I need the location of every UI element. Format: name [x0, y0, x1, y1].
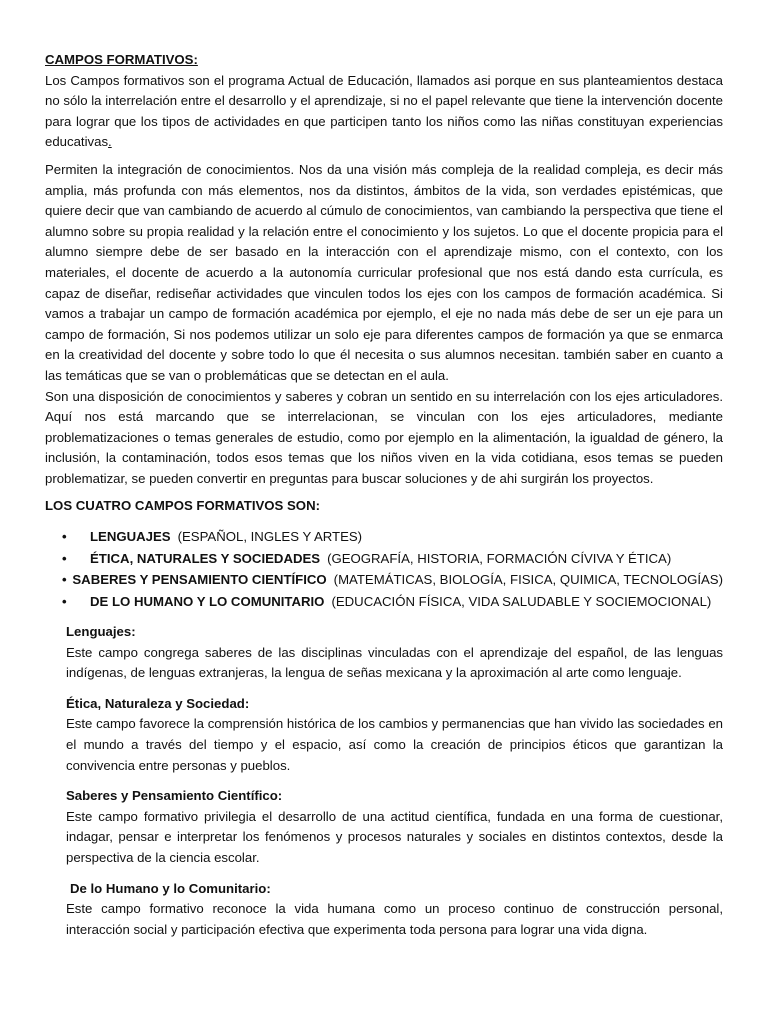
list-item	[62, 526, 723, 548]
section-title: Lenguajes:	[66, 624, 136, 640]
campos-list	[45, 526, 723, 612]
campo-name: SABERES Y PENSAMIENTO CIENTÍFICO	[72, 572, 327, 588]
document-title: CAMPOS FORMATIVOS:	[45, 52, 198, 67]
list-item	[62, 569, 723, 591]
section-etica	[45, 694, 723, 776]
interrelation-paragraph: Son una disposición de conocimientos y saberes y cobran un sentido en su interrelación con los ejes articuladores. Aquí nos está marcando que se interrelacionan, se vinculan con los ejes articuladores, mediante problematizaciones o temas generales de estudio, como por ejemplo en la alimentación, la igualdad de género, la inclusión, la contaminación, todos esos temas que los niños viven en la vida cotidiana, esos temas se pueden problematizar, se pueden convertir en preguntas para buscar soluciones y de ahi surgirán los proyectos.	[45, 388, 723, 486]
bullet-icon: •	[62, 572, 67, 588]
section-title: Ética, Naturaleza y Sociedad:	[66, 695, 250, 711]
section-saberes	[45, 786, 723, 868]
campo-name: ÉTICA, NATURALES Y SOCIEDADES	[90, 550, 321, 566]
section-lenguajes	[45, 622, 723, 684]
campo-detail: (EDUCACIÓN FÍSICA, VIDA SALUDABLE Y SOCIEMOCIONAL)	[331, 593, 712, 609]
section-body: Este campo favorece la comprensión histórica de los cambios y permanencias que han vivido las sociedades en el mundo a través del tiempo y el espacio, así como la creación de principios éticos que garantizan la convivencia entre personas y pueblos.	[66, 716, 723, 773]
bullet-icon: •	[62, 593, 67, 609]
section-title: Saberes y Pensamiento Científico:	[66, 788, 283, 804]
section-body: Este campo formativo privilegia el desarrollo de una actitud científica, fundada en una forma de cuestionar, indagar, pensar e interpretar los fenómenos y procesos naturales y sociales en distintos contextos, desde la perspectiva de la ciencia escolar.	[66, 808, 723, 865]
section-title: De lo Humano y lo Comunitario:	[70, 880, 271, 896]
section-body: Este campo congrega saberes de las disciplinas vinculadas con el aprendizaje del español, de las lenguas indígenas, de lenguas extranjeras, la lengua de señas mexicana y la aproximación al arte como lenguaje.	[66, 644, 723, 681]
campo-name: LENGUAJES	[90, 529, 171, 545]
bullet-icon: •	[62, 550, 67, 566]
campo-detail: (ESPAÑOL, INGLES Y ARTES)	[177, 529, 363, 545]
list-item	[62, 591, 723, 613]
intro-paragraph	[45, 71, 723, 153]
list-item	[62, 548, 723, 570]
section-body: Este campo formativo reconoce la vida humana como un proceso continuo de construcción personal, interacción social y participación efectiva que experimenta toda persona para lograr una vida digna.	[66, 901, 723, 937]
campo-detail: (MATEMÁTICAS, BIOLOGÍA, FISICA, QUIMICA, TECNOLOGÍAS)	[333, 572, 723, 588]
campo-name: DE LO HUMANO Y LO COMUNITARIO	[90, 593, 325, 609]
campo-detail: (GEOGRAFÍA, HISTORIA, FORMACIÓN CÍVIVA Y ÉTICA)	[327, 550, 672, 566]
intro-text: Los Campos formativos son el programa Actual de Educación, llamados asi porque en sus planteamientos destaca no sólo la interrelación entre el desarrollo y el aprendizaje, si no el papel relevante que tiene la intervención docente para lograr que los tipos de actividades en que participen tanto los niños como las niñas constituyan experiencias educativas	[45, 72, 723, 150]
integration-paragraph: Permiten la integración de conocimientos. Nos da una visión más compleja de la realidad compleja, es decir más amplia, más profunda con más elementos, nos da distintos, ámbitos de la vida, son verdades epistémicas, que quiere decir que van cambiando de acuerdo al cúmulo de conocimientos, van cambiando la perspectiva que tiene el alumno sobre su propia realidad y la relación entre el conocimiento y los sujetos. Lo que el docente propicia para el alumno siempre debe de ser basado en la interacción con el aprendizaje mismo, con el contexto, con los materiales, el docente de acuerdo a la autonomía curricular profesional que nos está dando esta currícula, es capaz de diseñar, rediseñar actividades que vinculen todos los ejes con los campos de formación académica. Si vamos a trabajar un campo de formación académica por ejemplo, el eje no nada más debe de ser un eje para un campo de formación, Si nos podemos utilizar un solo eje para diferentes campos de formación ya que se enmarca en la creatividad del docente y sobre todo lo que él necesita o sus alumnos necesitan. también saber en cuanto a las temáticas que se van o problemáticas que se detectan en el aula.	[45, 161, 723, 383]
section-humano	[45, 879, 723, 941]
intro-end-mark: .	[108, 134, 112, 150]
campos-list-heading: LOS CUATRO CAMPOS FORMATIVOS SON:	[45, 498, 320, 514]
bullet-icon: •	[62, 529, 67, 545]
